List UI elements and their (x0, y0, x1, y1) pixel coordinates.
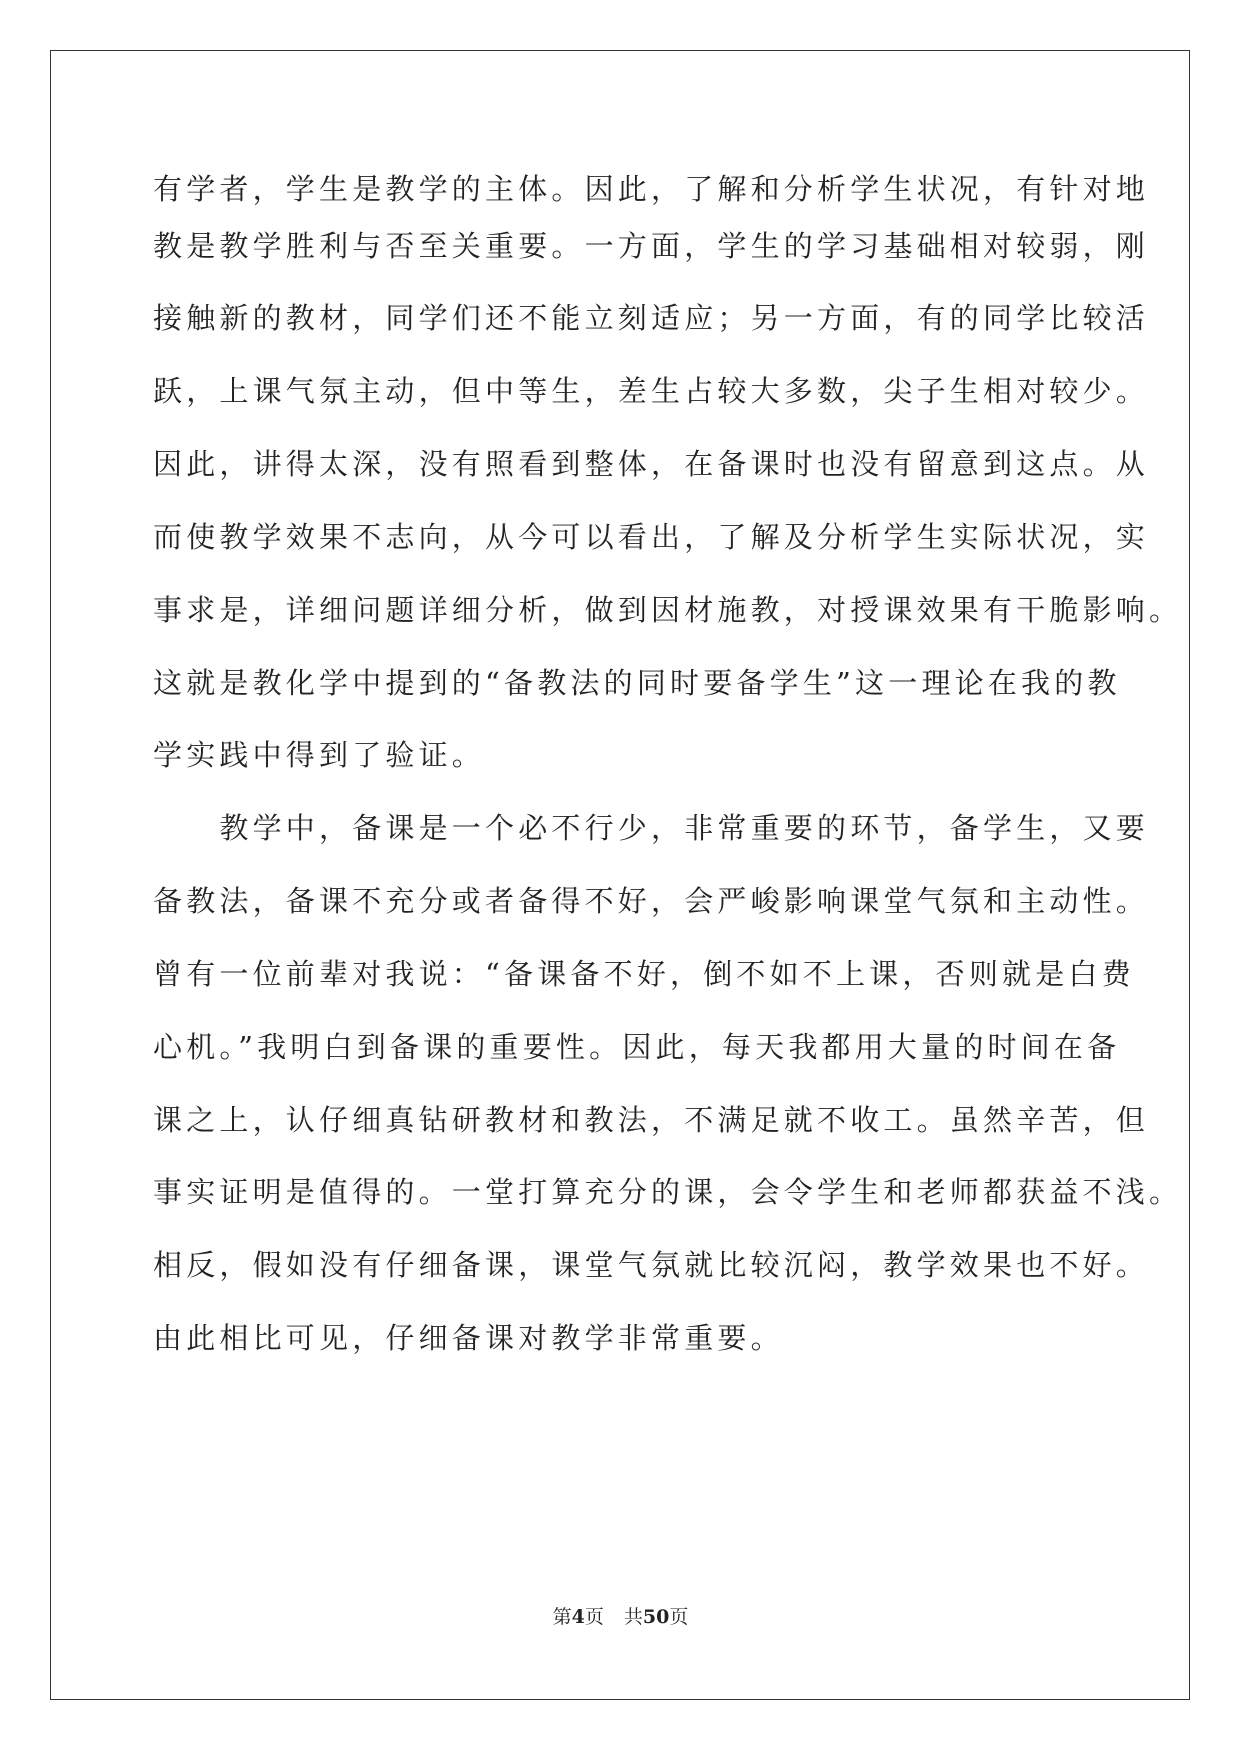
text-line: 事求是，详细问题详细分析，做到因材施教，对授课效果有干脆影响。 (153, 593, 1183, 627)
total-prefix: 共 (623, 1606, 643, 1628)
text-line: 接触新的教材，同学们还不能立刻适应；另一方面，有的同学比较活 (153, 301, 1150, 335)
text-line: 教是教学胜利与否至关重要。一方面，学生的学习基础相对较弱，刚 (153, 229, 1150, 263)
text-line: 心机。”我明白到备课的重要性。因此，每天我都用大量的时间在备 (153, 1030, 1121, 1064)
text-line: 教学中，备课是一个必不行少，非常重要的环节，备学生，又要 (153, 811, 1150, 845)
page-footer (0, 1605, 1241, 1629)
text-line: 有学者，学生是教学的主体。因此，了解和分析学生状况，有针对地 (153, 172, 1150, 206)
text-line: 学实践中得到了验证。 (153, 738, 486, 772)
text-line: 曾有一位前辈对我说：“备课备不好，倒不如不上课，否则就是白费 (153, 957, 1135, 991)
text-line: 事实证明是值得的。一堂打算充分的课，会令学生和老师都获益不浅。 (153, 1175, 1183, 1209)
text-line: 课之上，认仔细真钻研教材和教法，不满足就不收工。虽然辛苦，但 (153, 1103, 1150, 1137)
text-line: 而使教学效果不志向，从今可以看出，了解及分析学生实际状况，实 (153, 520, 1150, 554)
total-pages: 50 (642, 1606, 670, 1628)
text-line: 由此相比可见，仔细备课对教学非常重要。 (153, 1321, 784, 1355)
page-number: 4 (571, 1606, 585, 1628)
text-line: 相反，假如没有仔细备课，课堂气氛就比较沉闷，教学效果也不好。 (153, 1248, 1150, 1282)
text-line: 跃，上课气氛主动，但中等生，差生占较大多数，尖子生相对较少。 (153, 374, 1150, 408)
page-suffix: 页 (584, 1606, 604, 1628)
page-prefix: 第 (552, 1606, 572, 1628)
total-suffix: 页 (669, 1606, 689, 1628)
text-line: 因此，讲得太深，没有照看到整体，在备课时也没有留意到这点。从 (153, 447, 1150, 481)
text-line: 备教法，备课不充分或者备得不好，会严峻影响课堂气氛和主动性。 (153, 884, 1150, 918)
text-line: 这就是教化学中提到的“备教法的同时要备学生”这一理论在我的教 (153, 666, 1121, 700)
